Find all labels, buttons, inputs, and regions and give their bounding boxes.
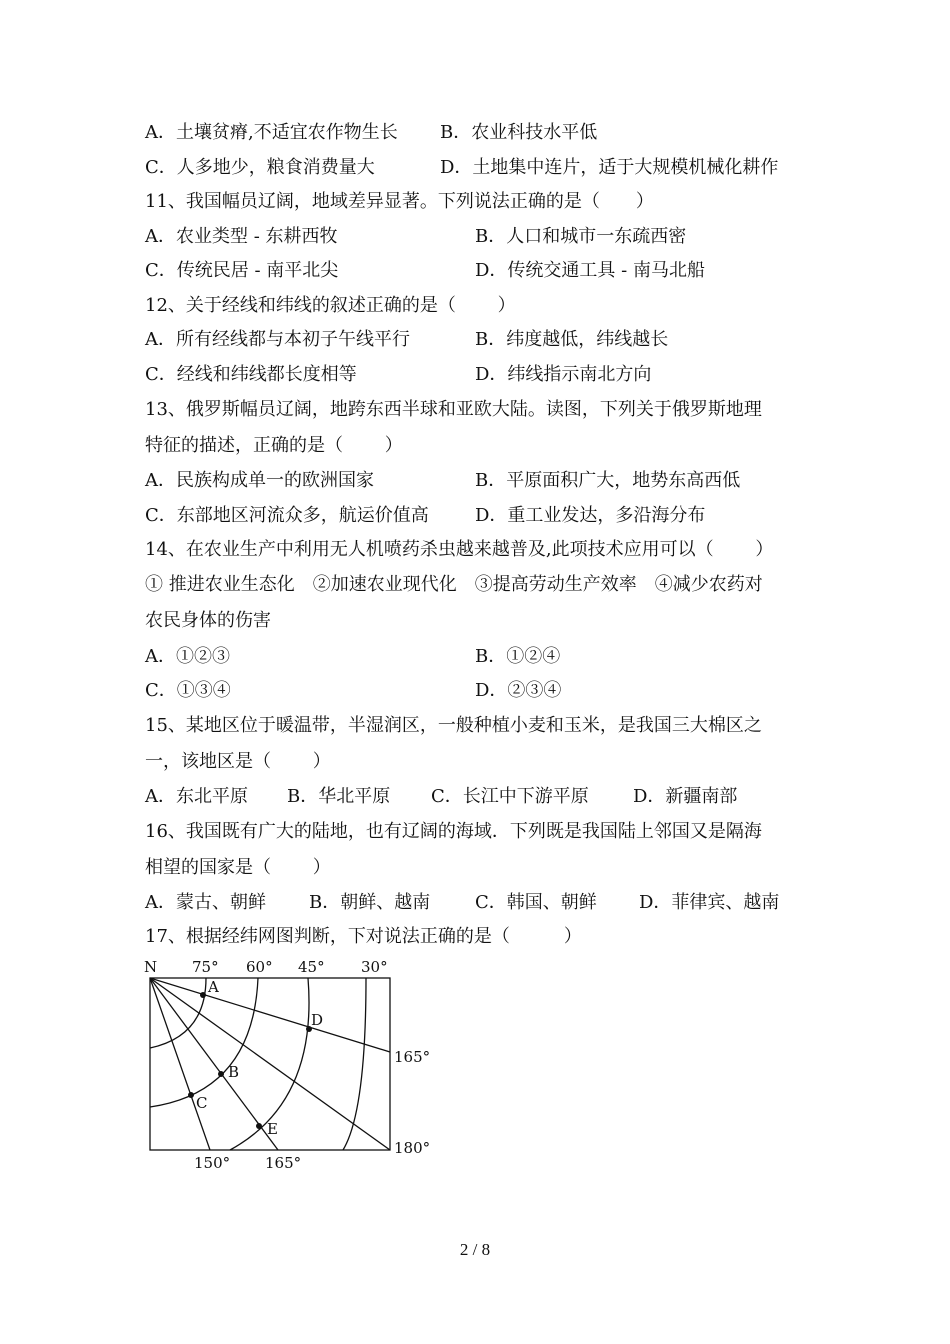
q11-stem: 11、我国幅员辽阔，地域差异显著。下列说法正确的是（ ） xyxy=(145,191,654,212)
q14-stem: 14、在农业生产中利用无人机喷药杀虫越来越普及,此项技术应用可以（ ） xyxy=(145,539,774,560)
q14-option-d: D．②③④ xyxy=(475,680,562,701)
q16-stem-line-2: 相望的国家是（ ） xyxy=(145,857,331,878)
q15-stem-line-1: 15、某地区位于暖温带，半湿润区，一般种植小麦和玉米，是我国三大棉区之 xyxy=(145,715,762,736)
meridian-line-1 xyxy=(150,978,390,1052)
q14-option-a: A．①②③ xyxy=(145,646,230,667)
q16-option-d: D．菲律宾、越南 xyxy=(639,892,780,913)
page-number: 2 / 8 xyxy=(459,1240,491,1259)
point-a-label: A xyxy=(208,978,219,996)
q12-option-d: D．纬线指示南北方向 xyxy=(475,364,652,385)
q11-option-a: A．农业类型 - 东耕西牧 xyxy=(145,226,338,247)
point-d-label: D xyxy=(311,1011,324,1029)
q10-option-a: A．土壤贫瘠,不适宜农作物生长 xyxy=(145,122,398,143)
lat-label-75: 75° xyxy=(192,958,219,976)
meridian-line-4 xyxy=(150,978,210,1150)
lat-label-60: 60° xyxy=(246,958,273,976)
point-e-label: E xyxy=(267,1120,278,1138)
q16-option-a: A．蒙古、朝鲜 xyxy=(145,892,266,913)
q16-option-b: B．朝鲜、越南 xyxy=(309,892,431,913)
lon-label-180: 180° xyxy=(394,1139,431,1157)
lon-label-165-right: 165° xyxy=(394,1048,431,1066)
graticule-figure xyxy=(138,952,438,1174)
point-c-marker xyxy=(188,1092,194,1098)
q14-items-line-2: 农民身体的伤害 xyxy=(145,610,271,631)
point-e-marker xyxy=(256,1123,262,1129)
q13-option-c: C．东部地区河流众多，航运价值高 xyxy=(145,505,429,526)
q13-option-b: B．平原面积广大，地势东高西低 xyxy=(475,470,741,491)
point-c-label: C xyxy=(196,1094,208,1112)
lon-label-150-bottom: 150° xyxy=(194,1154,231,1172)
q17-stem: 17、根据经纬网图判断，下对说法正确的是（ ） xyxy=(145,926,582,947)
lon-label-165-bottom: 165° xyxy=(265,1154,302,1172)
q14-option-c: C．①③④ xyxy=(145,680,231,701)
q16-stem-line-1: 16、我国既有广大的陆地，也有辽阔的海域．下列既是我国陆上邻国又是隔海 xyxy=(145,821,762,842)
q13-stem-line-1: 13、俄罗斯幅员辽阔，地跨东西半球和亚欧大陆。读图，下列关于俄罗斯地理 xyxy=(145,399,762,420)
q10-option-b: B．农业科技水平低 xyxy=(440,122,598,143)
q14-option-b: B．①②④ xyxy=(475,646,561,667)
q15-option-c: C．长江中下游平原 xyxy=(431,786,589,807)
point-a-marker xyxy=(200,992,206,998)
q12-option-c: C．经线和纬线都长度相等 xyxy=(145,364,357,385)
q10-option-d: D．土地集中连片，适于大规模机械化耕作 xyxy=(440,157,779,178)
q13-stem-line-2: 特征的描述，正确的是（ ） xyxy=(145,435,403,456)
q15-option-d: D．新疆南部 xyxy=(633,786,738,807)
q11-option-d: D．传统交通工具 - 南马北船 xyxy=(475,260,705,281)
point-b-label: B xyxy=(228,1063,240,1081)
q15-option-b: B．华北平原 xyxy=(287,786,391,807)
q10-option-c: C．人多地少，粮食消费量大 xyxy=(145,157,375,178)
q12-option-b: B．纬度越低，纬线越长 xyxy=(475,329,669,350)
lat-label-45: 45° xyxy=(298,958,325,976)
q15-option-a: A．东北平原 xyxy=(145,786,248,807)
q12-option-a: A．所有经线都与本初子午线平行 xyxy=(145,329,410,350)
q11-option-c: C．传统民居 - 南平北尖 xyxy=(145,260,339,281)
q13-option-a: A．民族构成单一的欧洲国家 xyxy=(145,470,374,491)
q16-option-c: C．韩国、朝鲜 xyxy=(475,892,597,913)
point-b-marker xyxy=(218,1071,224,1077)
q15-stem-line-2: 一，该地区是（ ） xyxy=(145,751,331,772)
lat-label-30: 30° xyxy=(361,958,388,976)
q11-option-b: B．人口和城市一东疏西密 xyxy=(475,226,687,247)
q13-option-d: D．重工业发达，多沿海分布 xyxy=(475,505,706,526)
pole-label: N xyxy=(144,958,158,976)
q14-items-line-1: ① 推进农业生态化 ②加速农业现代化 ③提高劳动生产效率 ④减少农药对 xyxy=(145,574,763,595)
q12-stem: 12、关于经线和纬线的叙述正确的是（ ） xyxy=(145,295,516,316)
